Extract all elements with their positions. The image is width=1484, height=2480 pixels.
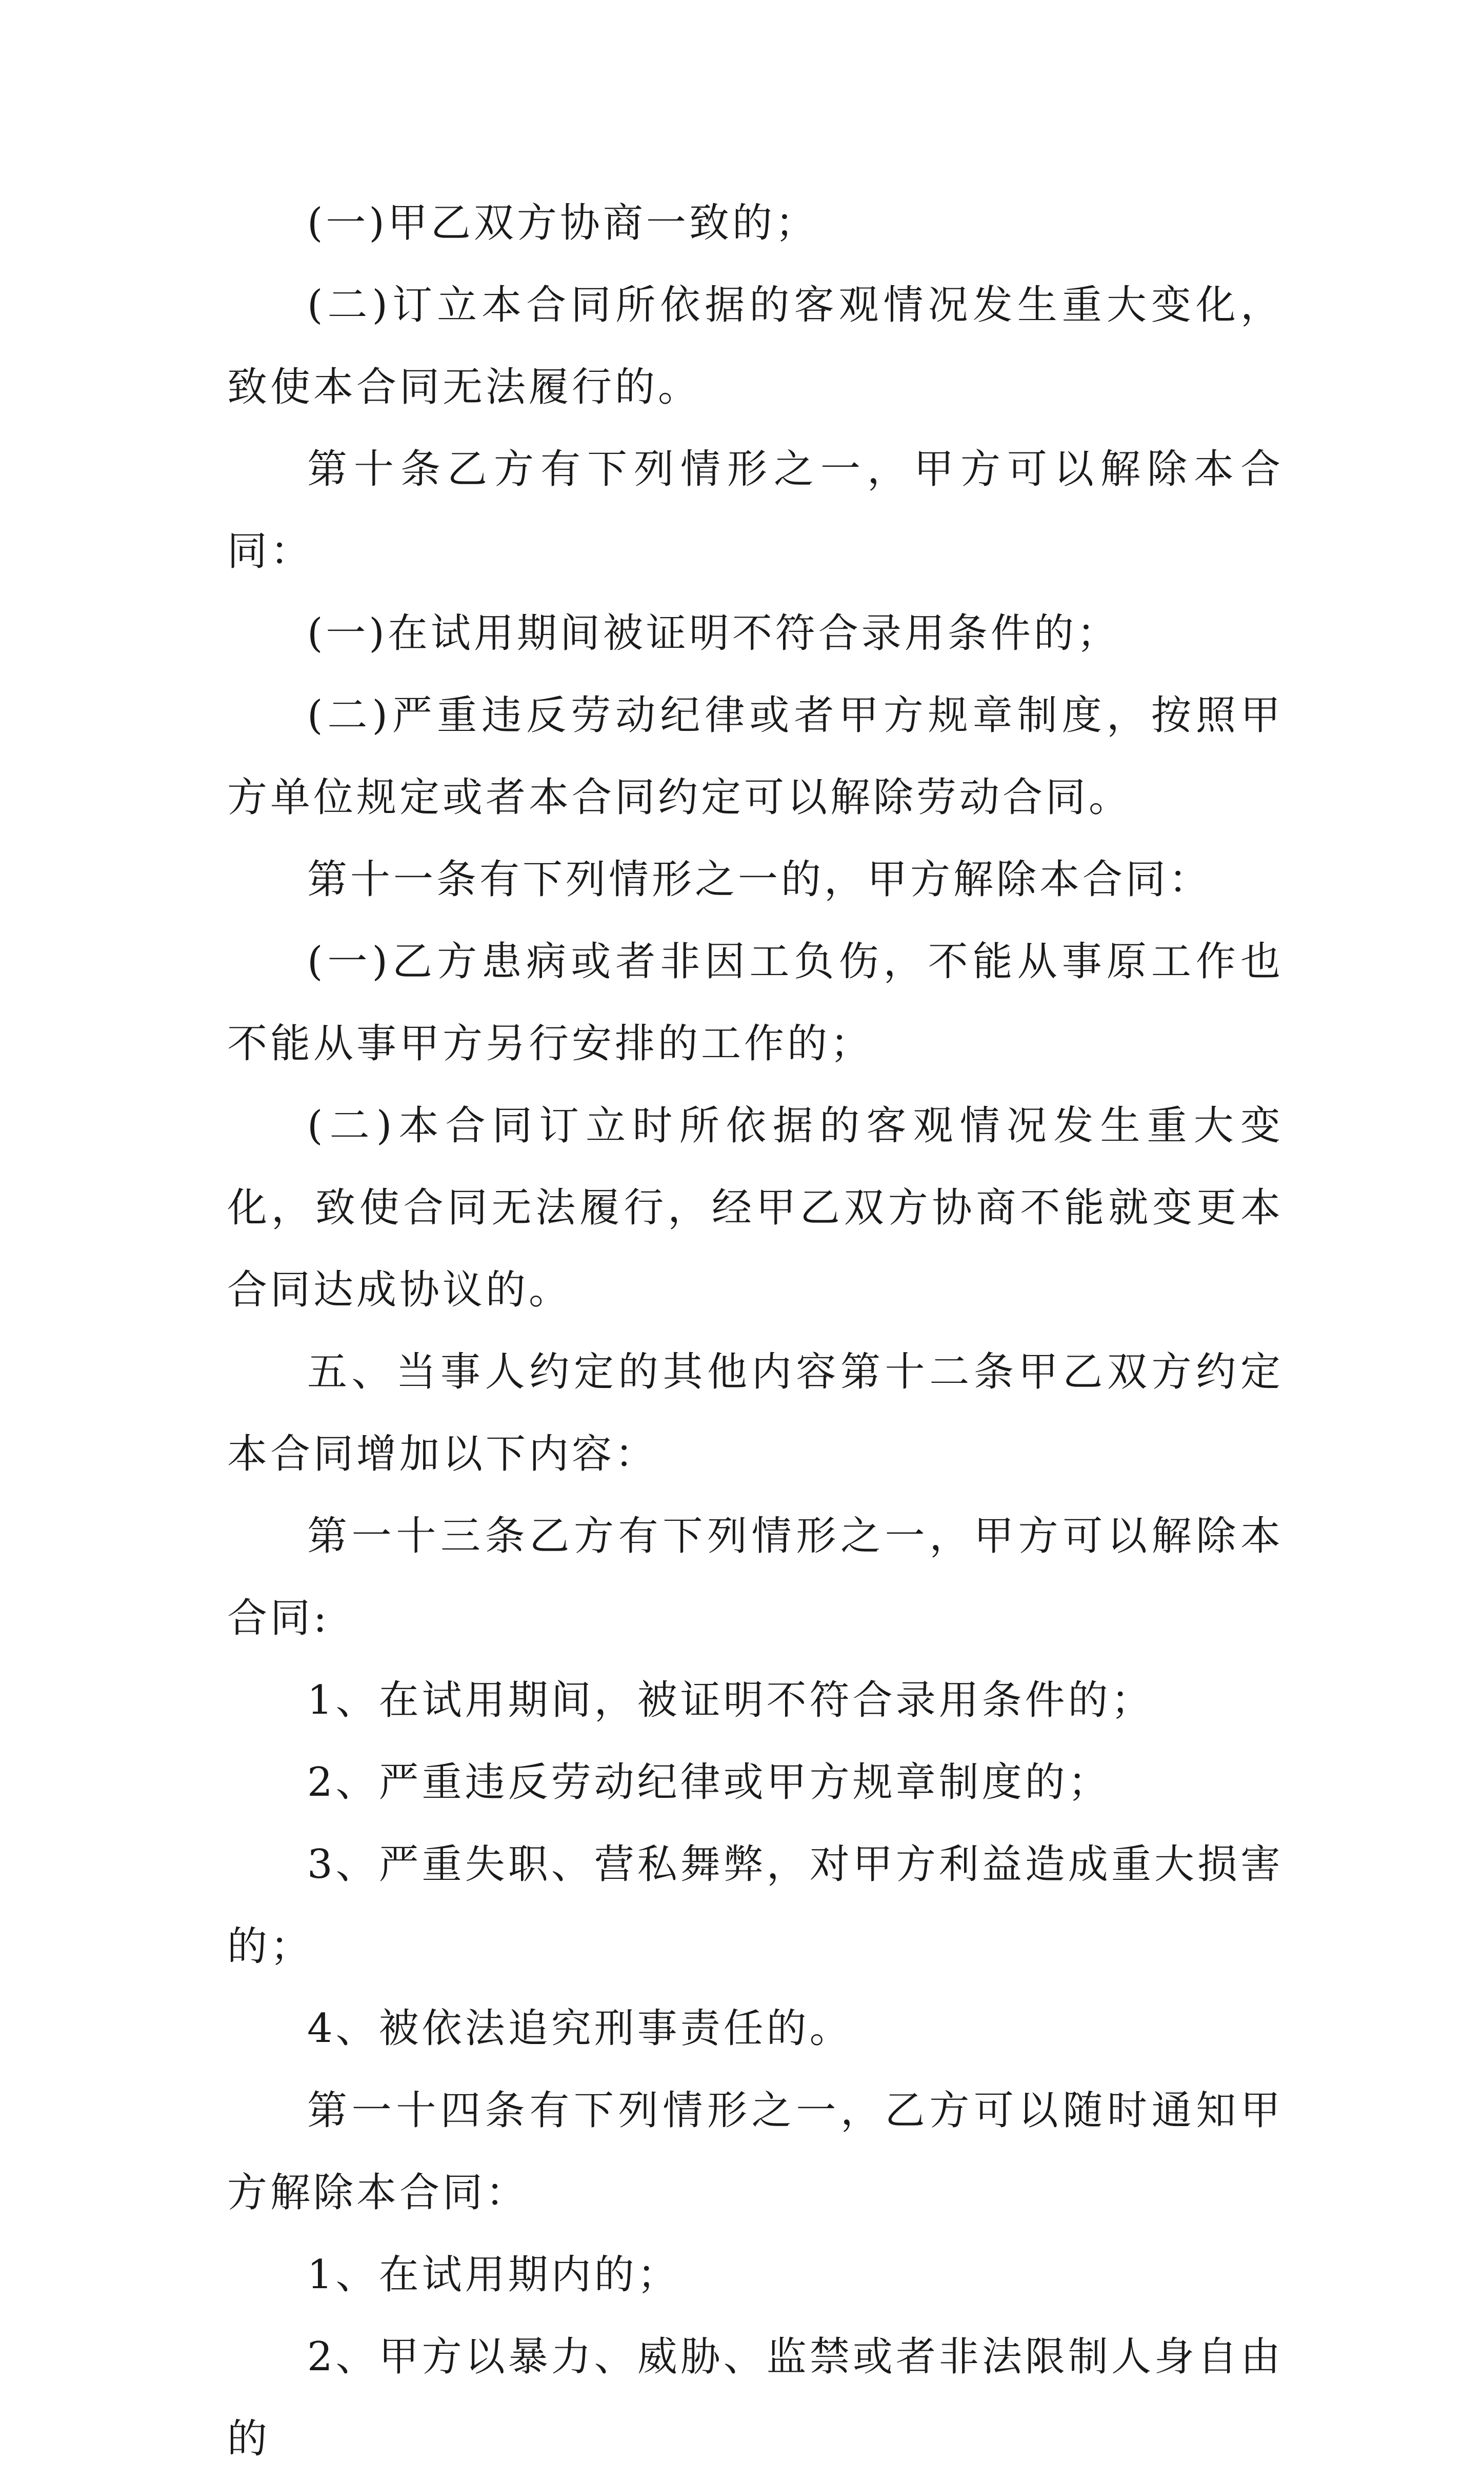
paragraph: 第十一条有下列情形之一的，甲方解除本合同： — [307, 857, 1212, 903]
document-body — [227, 182, 1284, 2480]
paragraph: 第一十四条有下列情形之一，乙方可以随时通知甲方解除本合同： — [227, 2088, 1284, 2216]
paragraph: 1、在试用期内的； — [307, 2252, 680, 2298]
paragraph: (二)本合同订立时所依据的客观情况发生重大变化，致使合同无法履行，经甲乙双方协商不能就变更本合同达成协议的。 — [227, 1103, 1284, 1313]
paragraph: (二)严重违反劳动纪律或者甲方规章制度，按照甲方单位规定或者本合同约定可以解除劳动合同。 — [227, 692, 1284, 821]
paragraph: (一)乙方患病或者非因工负伤，不能从事原工作也不能从事甲方另行安排的工作的； — [227, 939, 1284, 1067]
paragraph: (一)甲乙双方协商一致的； — [307, 200, 818, 246]
paragraph: (一)在试用期间被证明不符合录用条件的； — [307, 610, 1120, 657]
paragraph: 4、被依法追究刑事责任的。 — [307, 2006, 853, 2052]
paragraph: 第十条乙方有下列情形之一，甲方可以解除本合同： — [227, 446, 1284, 574]
paragraph: 2、严重违反劳动纪律或甲方规章制度的； — [307, 1759, 1111, 1806]
paragraph: 五、当事人约定的其他内容第十二条甲乙双方约定本合同增加以下内容： — [227, 1349, 1284, 1477]
paragraph: 2、甲方以暴力、威胁、监禁或者非法限制人身自由的 — [227, 2334, 1284, 2462]
paragraph: 1、在试用期间，被证明不符合录用条件的； — [307, 1677, 1154, 1723]
paragraph: 3、严重失职、营私舞弊，对甲方利益造成重大损害的； — [227, 1841, 1284, 1970]
paragraph: 第一十三条乙方有下列情形之一，甲方可以解除本合同: — [227, 1513, 1284, 1641]
paragraph: (二)订立本合同所依据的客观情况发生重大变化，致使本合同无法履行的。 — [227, 282, 1284, 410]
